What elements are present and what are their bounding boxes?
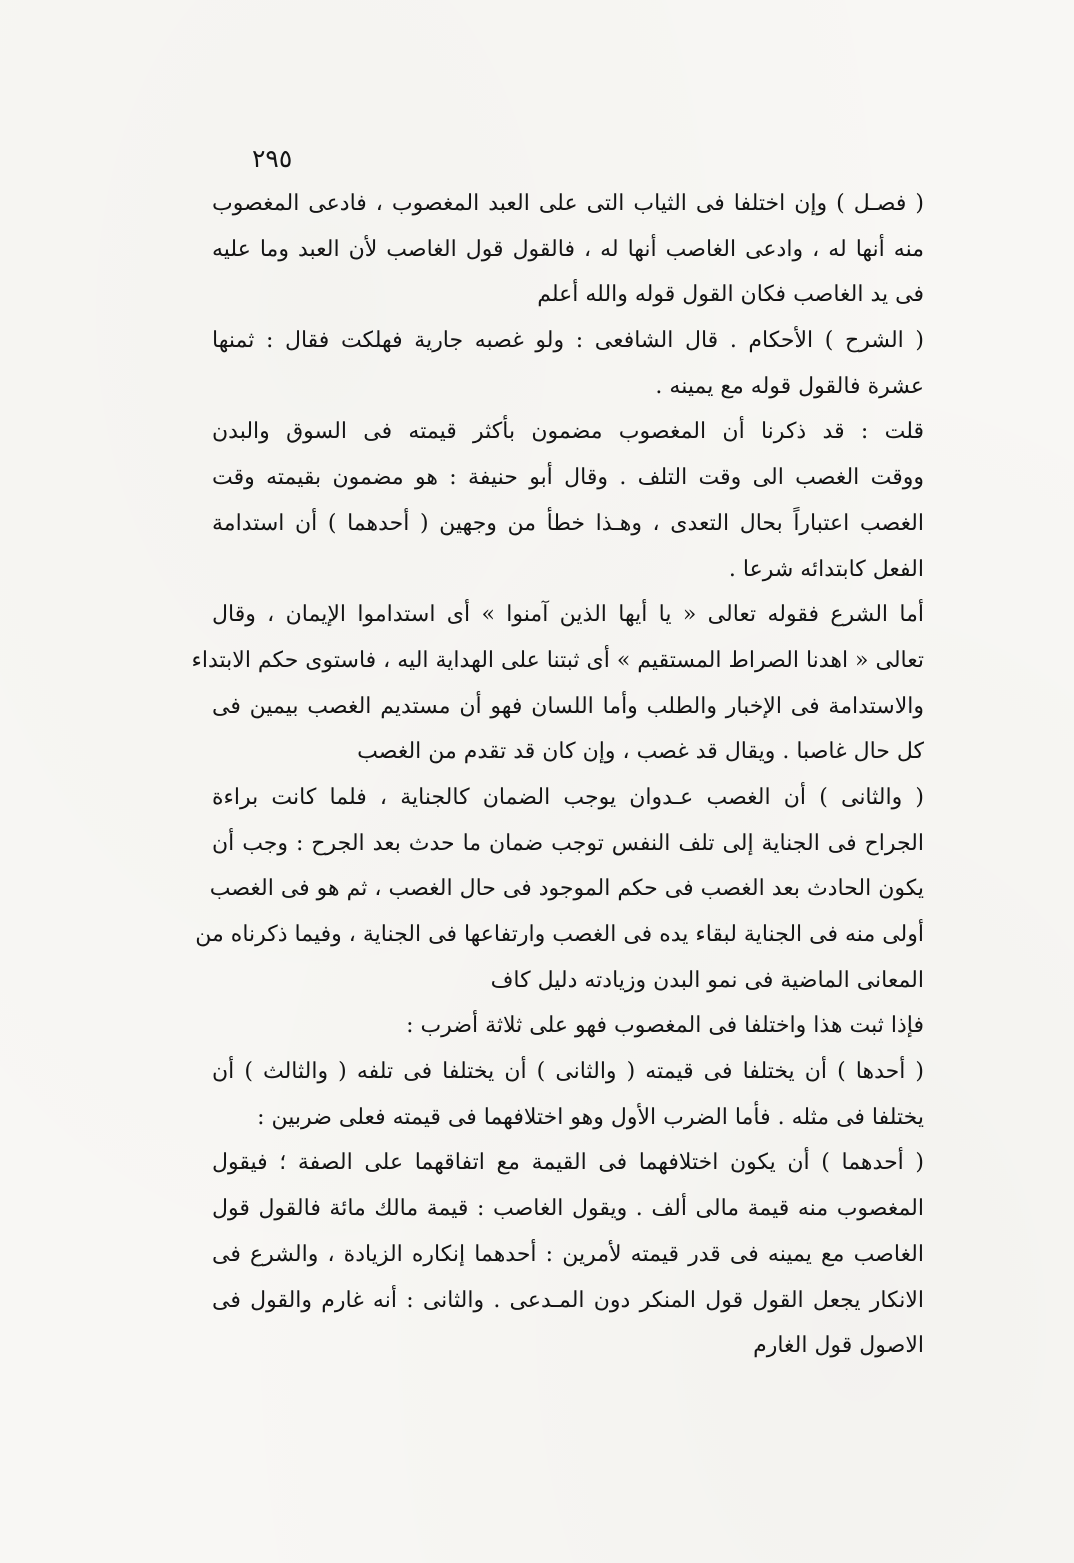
text-line: فإذا ثبت هذا واختلفا فى المغصوب فهو على ثلاثة أضرب : xyxy=(406,1013,924,1039)
text-line: ( والثانى ) أن الغصب عـدوان يوجب الضمان كالجناية ، فلما كانت براءة xyxy=(212,784,924,810)
text-line: عشرة فالقول قوله مع يمينه . xyxy=(655,373,924,399)
text-line: الانكار يجعل القول قول المنكر دون المـدعى . والثانى : أنه غارم والقول فى xyxy=(212,1287,924,1313)
text-line: قلت : قد ذكرنا أن المغصوب مضمون بأكثر قيمته فى السوق والبدن xyxy=(212,419,924,445)
text-line: ( الشرح ) الأحكام . قال الشافعى : ولو غصبه جارية فهلكت فقال : ثمنها xyxy=(212,328,924,354)
text-line: الغصب اعتباراً بحال التعدى ، وهـذا خطأ من وجهين ( أحدهما ) أن استدامة xyxy=(212,510,924,536)
text-line: المعانى الماضية فى نمو البدن وزيادته دليل كاف xyxy=(490,967,924,993)
text-line: الغاصب مع يمينه فى قدر قيمته لأمرين : أحدهما إنكاره الزيادة ، والشرع فى xyxy=(212,1241,924,1267)
text-line: الفعل كابتدائه شرعا . xyxy=(728,556,924,582)
text-line: أولى منه فى الجناية لبقاء يده فى الغصب وارتفاعها فى الجناية ، وفيما ذكرناه من xyxy=(195,922,924,947)
text-line: يختلفا فى مثله . فأما الضرب الأول وهو اختلافهما فى قيمته فعلى ضربين : xyxy=(257,1104,924,1130)
text-line: ( أحدهما ) أن يكون اختلافهما فى القيمة مع اتفاقهما على الصفة ؛ فيقول xyxy=(212,1150,924,1176)
text-line: الجراح فى الجناية إلى تلف النفس توجب ضمان ما حدث بعد الجرح : وجب أن xyxy=(212,830,924,856)
text-line: تعالى « اهدنا الصراط المستقيم » أى ثبتنا على الهداية اليه ، فاستوى حكم الابتداء xyxy=(191,647,924,673)
text-line: كل حال غاصبا . ويقال قد غصب ، وإن كان قد تقدم من الغصب xyxy=(357,739,924,765)
text-line: والاستدامة فى الإخبار والطلب وأما اللسان فهو أن مستديم الغصب بيمين فى xyxy=(212,693,924,719)
text-line: المغصوب منه قيمة مالى ألف . ويقول الغاصب : قيمة مالك مائة فالقول قول xyxy=(212,1196,924,1222)
text-line: ( فصـل ) وإن اختلفا فى الثياب التى على العبد المغصوب ، فادعى المغصوب xyxy=(212,191,924,216)
text-line: يكون الحادث بعد الغصب فى حكم الموجود فى حال الغصب ، ثم هو فى الغصب xyxy=(209,876,924,902)
page-number: ٢٩٥ xyxy=(252,144,293,173)
text-line: ووقت الغصب الى وقت التلف . وقال أبو حنيفة : هو مضمون بقيمته وقت xyxy=(212,465,924,491)
body-text xyxy=(191,181,924,1369)
text-line: الاصول قول الغارم xyxy=(753,1333,924,1359)
text-line: منه أنها له ، وادعى الغاصب أنها له ، فالقول قول الغاصب لأن العبد وما عليه xyxy=(212,236,924,262)
text-line: فى يد الغاصب فكان القول قوله والله أعلم xyxy=(537,282,924,308)
text-line: ( أحدها ) أن يختلفا فى قيمته ( والثانى ) أن يختلفا فى تلفه ( والثالث ) أن xyxy=(212,1059,924,1085)
text-line: أما الشرع فقوله تعالى « يا أيها الذين آمنوا » أى استداموا الإيمان ، وقال xyxy=(212,602,924,628)
